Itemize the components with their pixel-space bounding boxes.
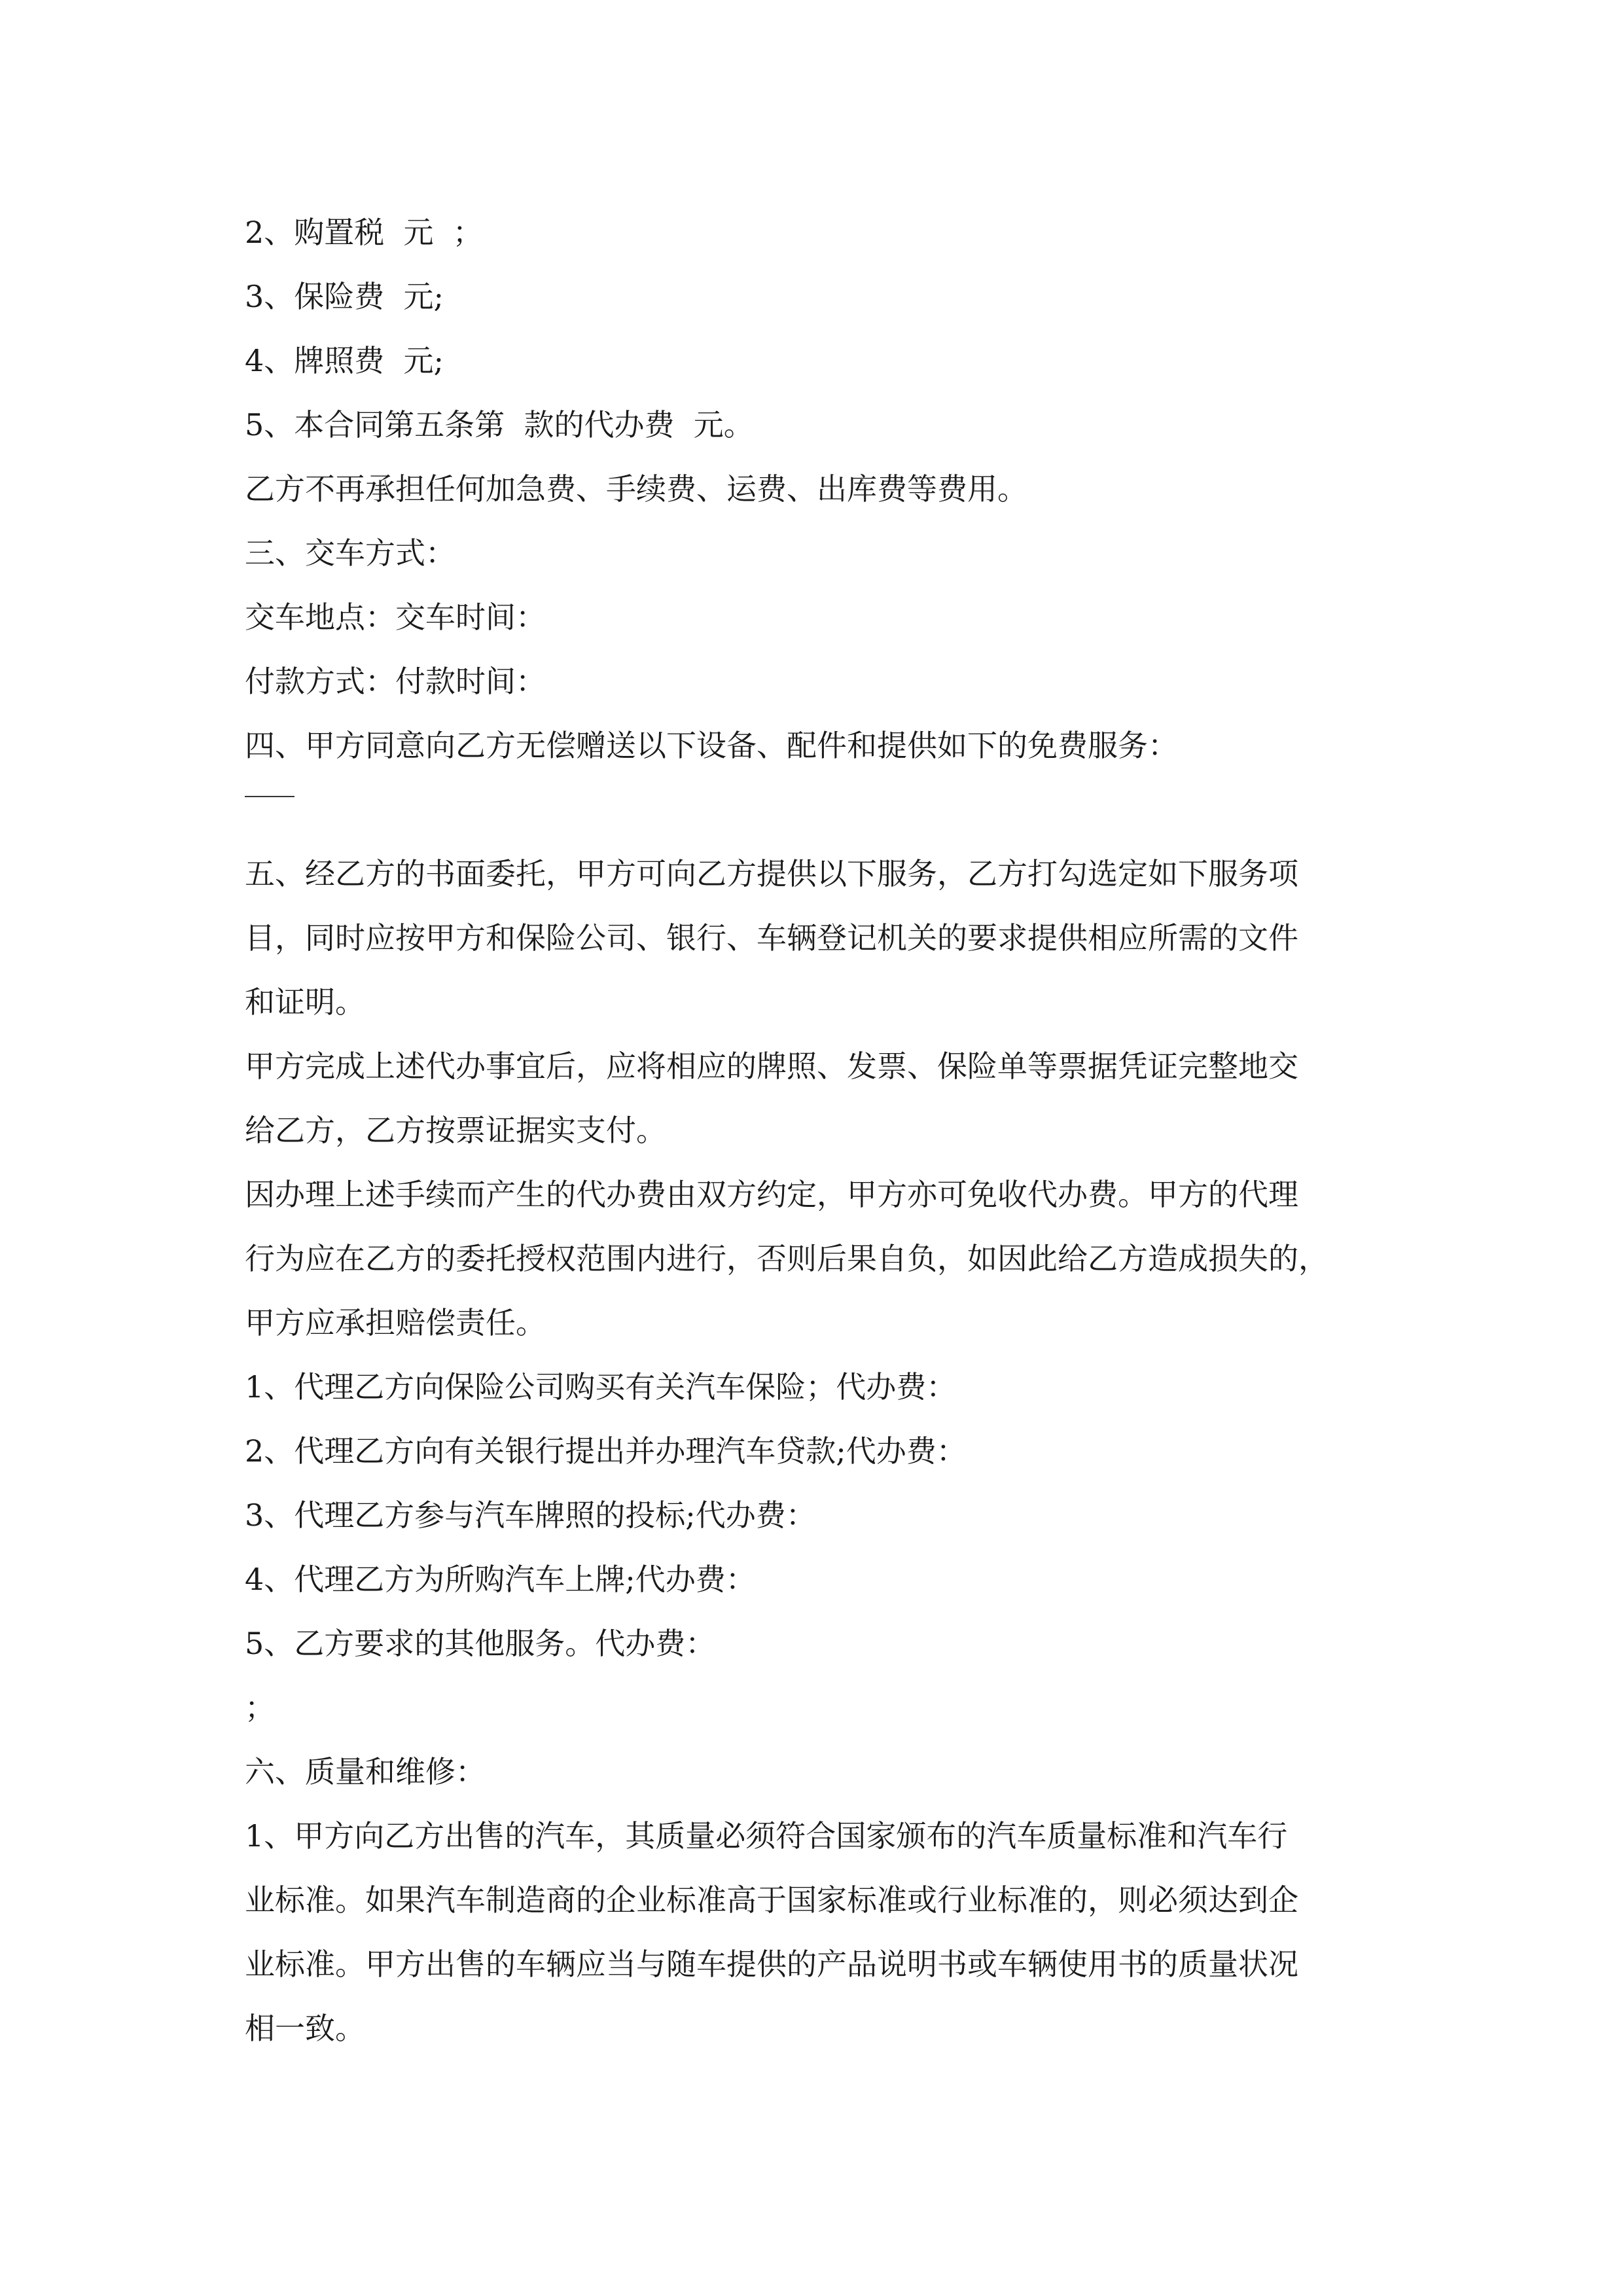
text-line: 和证明。	[245, 984, 365, 1020]
text-line: 因办理上述手续而产生的代办费由双方约定，甲方亦可免收代办费。甲方的代理	[245, 1177, 1298, 1212]
document-body	[245, 200, 1383, 2060]
text-line: 2、购置税 元 ；	[245, 215, 483, 250]
text-line: 甲方应承担赔偿责任。	[245, 1305, 546, 1340]
text-line: 3、代理乙方参与汽车牌照的投标;代办费：	[245, 1498, 816, 1533]
text-line: ；	[245, 1690, 275, 1725]
text-line: 相一致。	[245, 2011, 365, 2046]
text-line: 付款方式：付款时间：	[245, 664, 546, 699]
text-line: 3、保险费 元;	[245, 279, 444, 314]
text-line: 4、代理乙方为所购汽车上牌;代办费：	[245, 1562, 756, 1597]
underline-mark	[245, 796, 294, 797]
text-line: 六、质量和维修：	[245, 1754, 486, 1789]
text-line: 目，同时应按甲方和保险公司、银行、车辆登记机关的要求提供相应所需的文件	[245, 920, 1298, 956]
text-line: 1、甲方向乙方出售的汽车，其质量必须符合国家颁布的汽车质量标准和汽车行	[245, 1818, 1288, 1854]
text-line: 业标准。如果汽车制造商的企业标准高于国家标准或行业标准的，则必须达到企	[245, 1882, 1298, 1918]
text-line: 五、经乙方的书面委托，甲方可向乙方提供以下服务，乙方打勾选定如下服务项	[245, 856, 1298, 891]
text-line: 甲方完成上述代办事宜后，应将相应的牌照、发票、保险单等票据凭证完整地交	[245, 1049, 1298, 1084]
text-line: 5、乙方要求的其他服务。代办费：	[245, 1626, 716, 1661]
text-line: 乙方不再承担任何加急费、手续费、运费、出库费等费用。	[245, 471, 1027, 507]
text-line: 5、本合同第五条第 款的代办费 元。	[245, 407, 754, 442]
text-line: 给乙方，乙方按票证据实支付。	[245, 1113, 666, 1148]
text-line: 三、交车方式：	[245, 535, 455, 571]
text-line: 2、代理乙方向有关银行提出并办理汽车贷款;代办费：	[245, 1433, 967, 1469]
text-line: 业标准。甲方出售的车辆应当与随车提供的产品说明书或车辆使用书的质量状况	[245, 1946, 1298, 1982]
text-line: 交车地点：交车时间：	[245, 600, 546, 635]
text-line: 4、牌照费 元;	[245, 343, 444, 378]
text-line: 行为应在乙方的委托授权范围内进行，否则后果自负，如因此给乙方造成损失的，	[245, 1241, 1329, 1276]
text-line: 四、甲方同意向乙方无偿赠送以下设备、配件和提供如下的免费服务：	[245, 728, 1178, 763]
blank-underline	[245, 778, 1383, 842]
text-line: 1、代理乙方向保险公司购买有关汽车保险；代办费：	[245, 1369, 957, 1405]
